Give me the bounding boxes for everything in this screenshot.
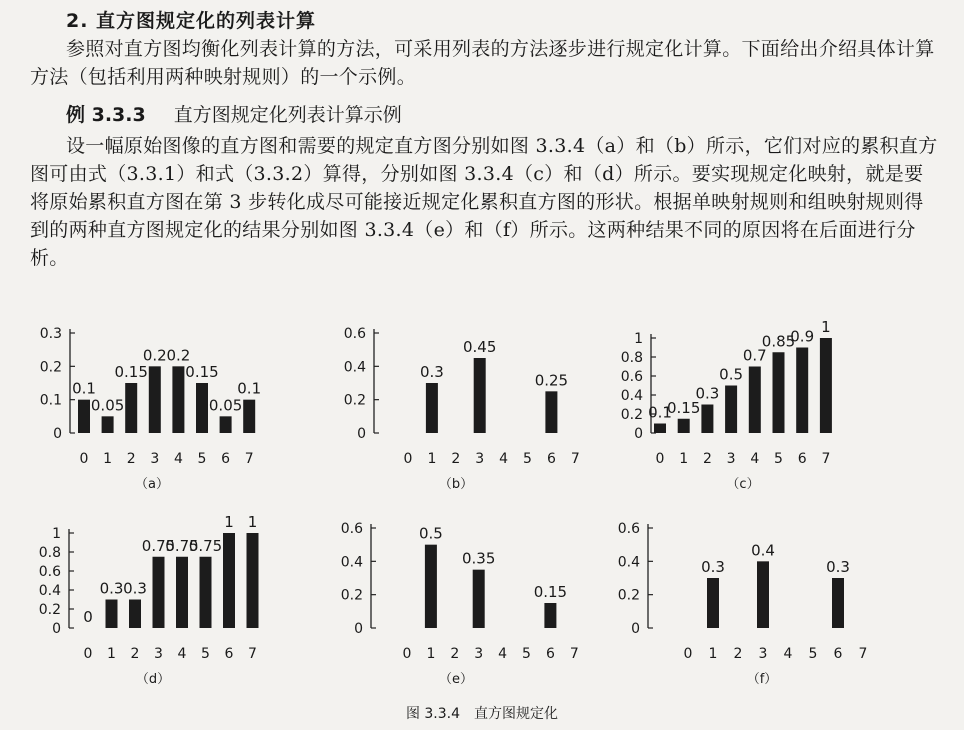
chart-d-bar xyxy=(129,600,141,629)
chart-d-y-tick-label: 0.4 xyxy=(38,583,61,599)
chart-b-x-tick-label: 1 xyxy=(427,451,437,467)
chart-a-y-tick-label: 0 xyxy=(53,426,62,442)
chart-d-value-label: 1 xyxy=(224,513,234,531)
chart-e-bar xyxy=(473,570,485,628)
chart-a-bar xyxy=(172,366,184,433)
chart-d-bar xyxy=(106,600,118,629)
chart-a-value-label: 0.1 xyxy=(237,379,262,398)
chart-d-y-tick-label: 0.8 xyxy=(38,545,61,561)
paragraph-example: 设一幅原始图像的直方图和需要的规定直方图分别如图 3.3.4（a）和（b）所示，它们对应的累积直方图可由式（3.3.1）和式（3.3.2）算得，分别如图 3.3.4（c）和（d）所示。要实现规定化映射，就是要将原始累积直方图在第 3 步转化成尽可能接近规定化累积直方图的形状。根据单映射规则和组映射规则得到的两种直方图规定化的结果分别如图 3.3.4（e）和（f）所示。这两种结果不同的原因将在后面进行分析。 xyxy=(30,135,938,269)
chart-b-panel-label: （b） xyxy=(438,477,474,492)
chart-b-value-label: 0.45 xyxy=(462,338,497,356)
chart-e-x-tick-label: 3 xyxy=(474,646,484,662)
chart-e-bar xyxy=(425,545,437,628)
chart-d-y-tick-label: 1 xyxy=(52,526,61,542)
chart-a-bar xyxy=(243,400,255,433)
chart-d-bar xyxy=(247,533,259,628)
chart-d-x-tick-label: 4 xyxy=(177,646,187,662)
chart-a-x-tick-label: 7 xyxy=(244,451,254,467)
chart-d-y-tick-label: 0 xyxy=(52,621,61,637)
chart-e-y-tick-label: 0.4 xyxy=(340,554,363,571)
chart-c-x-tick-label: 7 xyxy=(821,451,831,467)
chart-a-panel-label: （a） xyxy=(135,477,169,492)
chart-b-value-label: 0.25 xyxy=(534,371,569,390)
chart-d-value-label: 0.3 xyxy=(123,579,147,598)
chart-a-y-tick-label: 0.2 xyxy=(39,359,62,376)
chart-d-x-tick-label: 2 xyxy=(130,646,140,662)
chart-c-bar xyxy=(773,352,785,433)
chart-c-value-label: 0.1 xyxy=(648,403,672,422)
chart-a-x-tick-label: 2 xyxy=(126,451,136,467)
chart-c-y-tick-label: 0.8 xyxy=(620,350,643,366)
chart-a-x-tick-label: 5 xyxy=(197,451,207,467)
chart-c-bar xyxy=(701,405,713,434)
chart-f-x-tick-label: 1 xyxy=(708,646,718,662)
chart-c-x-tick-label: 2 xyxy=(702,451,712,467)
chart-f-bar xyxy=(757,561,769,628)
chart-d-y-tick-label: 0.6 xyxy=(38,564,61,580)
chart-a-x-tick-label: 3 xyxy=(150,451,160,467)
chart-a-y-tick-label: 0.1 xyxy=(39,392,62,409)
chart-c-x-tick-label: 6 xyxy=(797,451,807,467)
chart-f-x-tick-label: 6 xyxy=(833,646,843,662)
chart-a-bar xyxy=(125,383,137,433)
chart-b-bar xyxy=(474,358,486,433)
chart-c-value-label: 0.5 xyxy=(719,365,744,384)
chart-d-bar xyxy=(153,557,165,628)
chart-a-value-label: 0.2 xyxy=(166,346,191,365)
chart-c-x-tick-label: 1 xyxy=(679,451,689,467)
chart-a-x-tick-label: 1 xyxy=(103,451,113,467)
chart-a-y-tick-label: 0.3 xyxy=(39,326,62,342)
chart-f-x-tick-label: 2 xyxy=(733,646,743,662)
chart-b-x-tick-label: 7 xyxy=(570,451,580,467)
chart-a-value-label: 0.2 xyxy=(142,346,167,365)
chart-e-x-tick-label: 7 xyxy=(569,646,579,662)
chart-c-bar xyxy=(654,424,666,434)
chart-c-x-tick-label: 4 xyxy=(750,451,760,467)
chart-d-value-label: 0 xyxy=(83,608,93,626)
chart-d-value-label: 1 xyxy=(247,513,258,531)
chart-f-y-tick-label: 0.2 xyxy=(617,587,640,604)
chart-a-bar xyxy=(149,366,161,433)
chart-b-y-tick-label: 0.2 xyxy=(343,392,366,409)
chart-c-value-label: 0.85 xyxy=(761,332,796,351)
chart-e-value-label: 0.5 xyxy=(418,524,443,543)
chart-c-bar xyxy=(796,348,808,434)
chart-e-x-tick-label: 5 xyxy=(522,646,531,662)
chart-e-panel-label: （e） xyxy=(439,672,473,687)
chart-e-y-tick-label: 0 xyxy=(354,621,363,637)
chart-a-value-label: 0.05 xyxy=(90,396,125,415)
chart-a-bar xyxy=(102,416,114,433)
section-heading: 2. 直方图规定化的列表计算 xyxy=(66,10,317,32)
chart-a-x-tick-label: 6 xyxy=(221,451,231,467)
chart-f-x-tick-label: 0 xyxy=(683,646,693,662)
chart-d-bar xyxy=(223,533,235,628)
chart-f-y-tick-label: 0.4 xyxy=(617,554,640,571)
chart-f-x-tick-label: 7 xyxy=(858,646,868,662)
chart-e-x-tick-label: 0 xyxy=(402,646,412,662)
chart-c-value-label: 0.3 xyxy=(695,384,720,403)
chart-f-panel-label: （f） xyxy=(746,672,778,687)
chart-d-bar xyxy=(176,557,188,628)
chart-c-x-tick-label: 3 xyxy=(726,451,736,467)
chart-c-x-tick-label: 0 xyxy=(655,451,665,467)
chart-d-x-tick-label: 6 xyxy=(224,646,234,662)
chart-b-x-tick-label: 2 xyxy=(451,451,461,467)
chart-b-x-tick-label: 6 xyxy=(546,451,556,467)
chart-e-bar xyxy=(544,603,556,628)
chart-d-x-tick-label: 7 xyxy=(248,646,257,662)
chart-a-x-tick-label: 0 xyxy=(79,451,89,467)
chart-b-x-tick-label: 3 xyxy=(475,451,485,467)
chart-c-bar xyxy=(678,419,690,433)
chart-f-x-tick-label: 4 xyxy=(783,646,793,662)
chart-a-value-label: 0.1 xyxy=(72,379,96,398)
chart-e-x-tick-label: 4 xyxy=(498,646,508,662)
chart-c-bar xyxy=(749,367,761,434)
chart-c-y-tick-label: 0.2 xyxy=(620,407,643,423)
chart-f-value-label: 0.3 xyxy=(826,558,850,576)
chart-c-value-label: 0.15 xyxy=(666,398,701,417)
chart-b-y-tick-label: 0.4 xyxy=(343,359,366,376)
chart-a-value-label: 0.05 xyxy=(208,396,243,415)
chart-d-y-tick-label: 0.2 xyxy=(38,602,61,618)
chart-e-y-tick-label: 0.6 xyxy=(340,521,363,537)
chart-f-value-label: 0.4 xyxy=(751,541,775,560)
chart-f-x-tick-label: 5 xyxy=(808,646,818,662)
chart-c-value-label: 1 xyxy=(821,318,831,336)
chart-d-x-tick-label: 3 xyxy=(154,646,163,662)
paragraph-intro: 参照对直方图均衡化列表计算的方法，可采用列表的方法逐步进行规定化计算。下面给出介绍具体计算方法（包括利用两种映射规则）的一个示例。 xyxy=(30,38,935,88)
chart-c-bar xyxy=(820,338,832,433)
chart-c-value-label: 0.7 xyxy=(742,346,767,365)
chart-e-value-label: 0.15 xyxy=(533,583,568,601)
chart-c-y-tick-label: 0.4 xyxy=(620,388,643,404)
chart-a-value-label: 0.15 xyxy=(114,363,148,381)
chart-f-y-tick-label: 0.6 xyxy=(617,521,640,537)
chart-d-x-tick-label: 5 xyxy=(201,646,210,662)
chart-c-panel-label: （c） xyxy=(726,477,760,492)
chart-b-x-tick-label: 0 xyxy=(403,451,413,467)
chart-b-y-tick-label: 0.6 xyxy=(343,326,366,342)
chart-a-x-tick-label: 4 xyxy=(173,451,183,467)
chart-b-x-tick-label: 4 xyxy=(499,451,509,467)
chart-a-value-label: 0.15 xyxy=(185,363,219,381)
example-title: 直方图规定化列表计算示例 xyxy=(173,104,402,126)
chart-d-x-tick-label: 0 xyxy=(83,646,93,662)
chart-c-y-tick-label: 0 xyxy=(634,426,643,442)
example-number: 例 3.3.3 xyxy=(66,104,146,126)
chart-f-value-label: 0.3 xyxy=(701,558,725,576)
chart-d-x-tick-label: 1 xyxy=(107,646,116,662)
chart-d-value-label: 0.75 xyxy=(165,536,199,555)
chart-d-panel-label: （d） xyxy=(135,672,171,687)
figure-caption: 图 3.3.4 直方图规定化 xyxy=(405,706,559,722)
chart-a-bar xyxy=(196,383,208,433)
chart-a-bar xyxy=(220,416,232,433)
chart-f-x-tick-label: 3 xyxy=(758,646,768,662)
chart-f-y-tick-label: 0 xyxy=(631,621,640,637)
chart-b-bar xyxy=(545,391,557,433)
chart-c-value-label: 0.9 xyxy=(790,327,815,346)
chart-e-x-tick-label: 2 xyxy=(450,646,460,662)
chart-a-bar xyxy=(78,400,90,433)
chart-e-x-tick-label: 1 xyxy=(426,646,436,662)
chart-c-x-tick-label: 5 xyxy=(774,451,783,467)
chart-d-value-label: 0.3 xyxy=(99,579,124,598)
chart-d-value-label: 0.75 xyxy=(141,536,176,555)
chart-e-value-label: 0.35 xyxy=(461,549,496,568)
chart-b-x-tick-label: 5 xyxy=(523,451,532,467)
chart-f-bar xyxy=(707,578,719,628)
chart-c-y-tick-label: 0.6 xyxy=(620,369,643,385)
chart-d-bar xyxy=(200,557,212,628)
chart-e-y-tick-label: 0.2 xyxy=(340,587,363,604)
chart-e-x-tick-label: 6 xyxy=(545,646,555,662)
chart-c-y-tick-label: 1 xyxy=(634,331,643,347)
chart-c-bar xyxy=(725,386,737,434)
chart-d-value-label: 0.75 xyxy=(188,536,223,555)
chart-b-bar xyxy=(426,383,438,433)
chart-b-value-label: 0.3 xyxy=(419,363,444,381)
chart-f-bar xyxy=(832,578,844,628)
chart-b-y-tick-label: 0 xyxy=(357,426,366,442)
